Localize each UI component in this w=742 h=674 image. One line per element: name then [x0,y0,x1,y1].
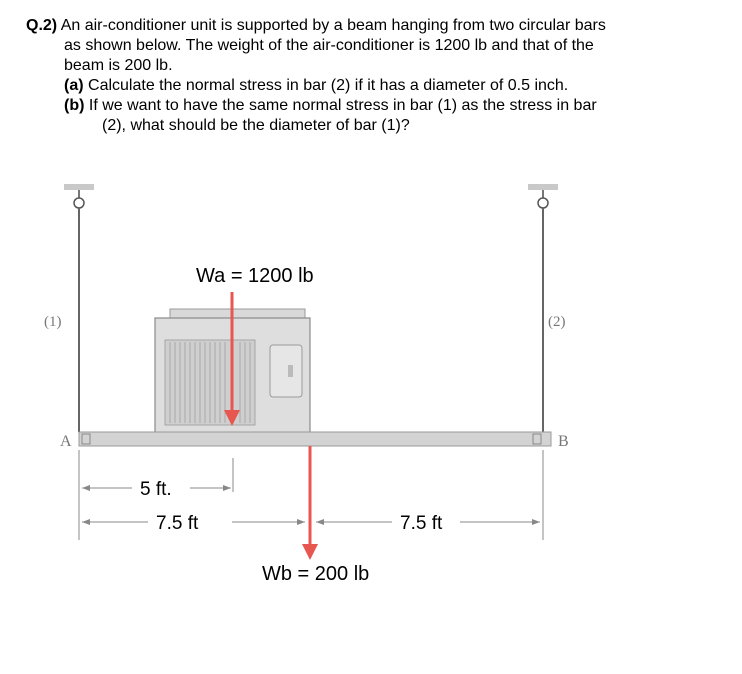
part-b-line-2: (2), what should be the diameter of bar (1)? [102,117,410,134]
wb-label: Wb = 200 lb [262,563,370,585]
wa-label: Wa = 1200 lb [196,265,314,287]
part-a: (a) Calculate the normal stress in bar (2) if it has a diameter of 0.5 inch. [64,77,569,94]
point-a-label: A [60,433,72,450]
dim-5ft-label: 5 ft. [140,479,172,500]
intro-line-3: beam is 200 lb. [64,57,173,74]
intro-line-2: as shown below. The weight of the air-conditioner is 1200 lb and that of the [64,37,594,54]
dim-left-label: 7.5 ft [156,513,199,534]
point-b-label: B [558,433,569,450]
intro-line-1: Q.2) An air-conditioner unit is supported by a beam hanging from two circular bars [26,17,606,34]
dim-right-label: 7.5 ft [400,513,443,534]
question-number: Q.2) [26,17,58,34]
part-b: (b) If we want to have the same normal stress in bar (1) as the stress in bar [64,97,597,114]
wb-arrow [302,446,318,560]
beam [79,432,551,446]
support-left [64,184,94,208]
bar-2-label: (2) [548,314,566,330]
bar-1-label: (1) [44,314,62,330]
support-right [528,184,558,208]
